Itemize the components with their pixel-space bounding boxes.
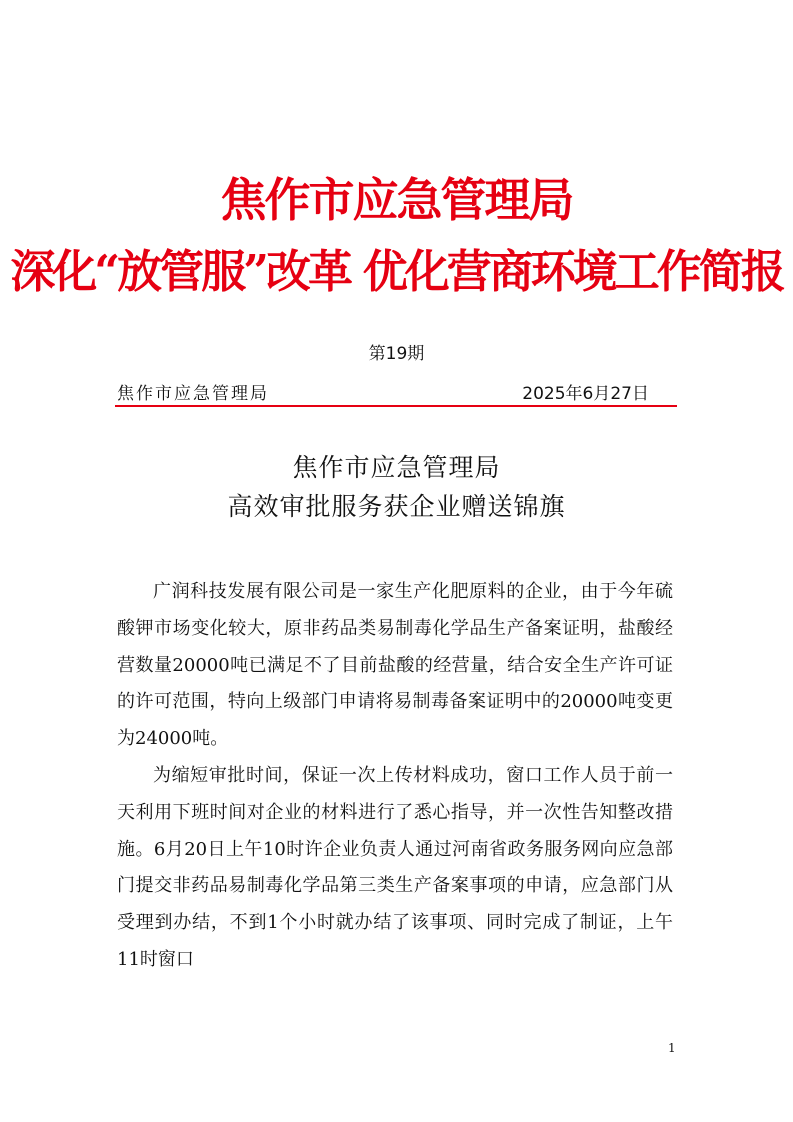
red-divider <box>115 405 677 407</box>
paragraph: 广润科技发展有限公司是一家生产化肥原料的企业，由于今年硫酸钾市场变化较大，原非药品类易制毒化学品生产备案证明，盐酸经营数量20000吨已满足不了目前盐酸的经营量，结合安全生产许可证的许可范围，特向上级部门申请将易制毒备案证明中的20000吨变更为24000吨。 <box>117 581 673 750</box>
masthead-subtitle: 深化“放管服”改革 优化营商环境工作简报 <box>10 245 783 298</box>
page-number: 1 <box>668 1041 676 1055</box>
article-title-line2: 高效审批服务获企业赠送锦旗 <box>227 492 566 521</box>
paragraph: 为缩短审批时间，保证一次上传材料成功，窗口工作人员于前一天利用下班时间对企业的材料进行了悉心指导，并一次性告知整改措施。6月20日上午10时许企业负责人通过河南省政务服务网向应急部门提交非药品易制毒化学品第三类生产备案事项的申请，应急部门从受理到办结，不到1个小时就办结了该事项、同时完成了制证，上午 11时窗口 <box>117 764 673 970</box>
issue-date: 2025年6月27日 <box>522 384 649 404</box>
issuing-organization: 焦作市应急管理局 <box>117 384 269 404</box>
issue-number: 第19期 <box>368 344 425 364</box>
article-body <box>117 574 673 979</box>
info-row <box>117 383 677 405</box>
article-title-line1: 焦作市应急管理局 <box>292 453 501 482</box>
masthead-title: 焦作市应急管理局 <box>220 173 573 227</box>
